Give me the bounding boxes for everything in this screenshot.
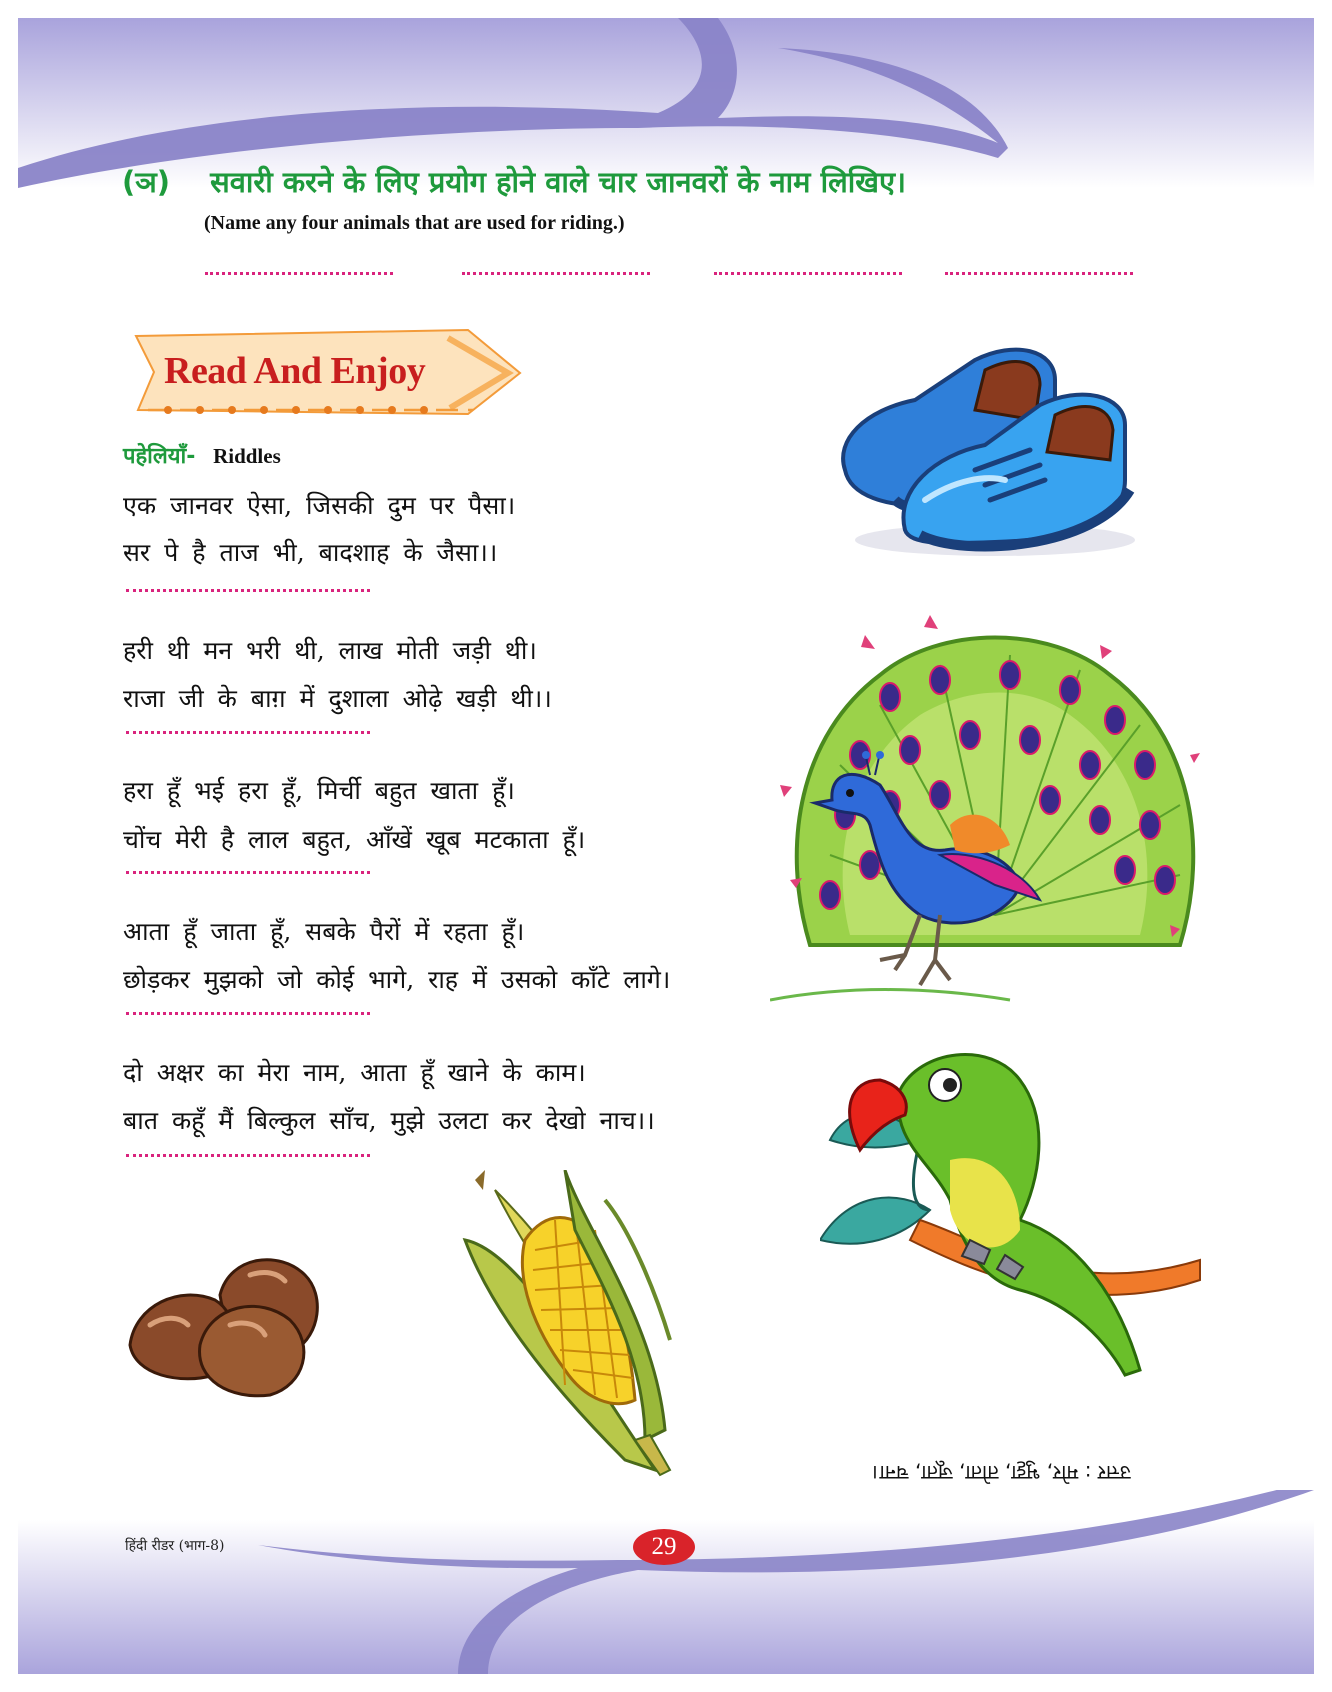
riddle-4-line-2: छोड़कर मुझको जो कोई भागे, राह में उसको काँटे लागे।	[123, 965, 671, 994]
question-hindi	[122, 162, 906, 201]
riddle-2-line-1: हरी थी मन भरी थी, लाख मोती जड़ी थी।	[123, 636, 537, 665]
riddle-3-line-2: चोंच मेरी है लाल बहुत, आँखें खूब मटकाता हूँ।	[123, 825, 586, 854]
riddle-5-line-1: दो अक्षर का मेरा नाम, आता हूँ खाने के काम।	[123, 1058, 586, 1087]
page-number: 29	[633, 1529, 695, 1565]
riddle-4-answer-blank[interactable]	[126, 1012, 370, 1015]
answer-blank-4[interactable]	[945, 272, 1133, 275]
corn-illustration	[455, 1170, 695, 1480]
riddle-1-answer-blank[interactable]	[126, 589, 370, 592]
question-label: (ञ)	[122, 165, 171, 199]
riddles-heading-hindi: पहेलियाँ-	[123, 444, 196, 469]
riddles-heading	[123, 440, 281, 470]
riddles-heading-english: Riddles	[213, 444, 281, 468]
shoes-illustration	[825, 330, 1145, 570]
riddle-1-line-1: एक जानवर ऐसा, जिसकी दुम पर पैसा।	[123, 491, 516, 520]
riddle-5-line-2: बात कहूँ मैं बिल्कुल साँच, मुझे उलटा कर देखो नाच।।	[123, 1106, 655, 1135]
gram-illustration	[120, 1235, 350, 1405]
riddle-5-answer-blank[interactable]	[126, 1154, 370, 1157]
riddle-2-line-2: राजा जी के बाग़ में दुशाला ओढ़े खड़ी थी।।	[123, 684, 552, 713]
riddle-answers-upside-down: उत्तर : मोर, भुट्टा, तोता, जूता, चना।	[872, 1461, 1131, 1485]
peacock-illustration	[770, 615, 1220, 1015]
riddle-2-answer-blank[interactable]	[126, 731, 370, 734]
book-title: हिंदी रीडर (भाग-8)	[125, 1538, 225, 1554]
riddle-1-line-2: सर पे है ताज भी, बादशाह के जैसा।।	[123, 538, 498, 567]
parrot-illustration	[820, 1040, 1210, 1390]
footer-decoration	[18, 1490, 1314, 1674]
answer-blank-2[interactable]	[462, 272, 650, 275]
riddle-4-line-1: आता हूँ जाता हूँ, सबके पैरों में रहता हूँ।	[123, 917, 525, 946]
read-and-enjoy-banner	[128, 328, 523, 418]
question-text: सवारी करने के लिए प्रयोग होने वाले चार जानवरों के नाम लिखिए।	[210, 165, 907, 199]
answer-blank-3[interactable]	[714, 272, 902, 275]
banner-title: Read And Enjoy	[164, 350, 426, 392]
answer-blank-1[interactable]	[205, 272, 393, 275]
riddle-3-line-1: हरा हूँ भई हरा हूँ, मिर्ची बहुत खाता हूँ।	[123, 776, 515, 805]
riddle-3-answer-blank[interactable]	[126, 871, 370, 874]
question-english: (Name any four animals that are used for riding.)	[204, 212, 625, 234]
